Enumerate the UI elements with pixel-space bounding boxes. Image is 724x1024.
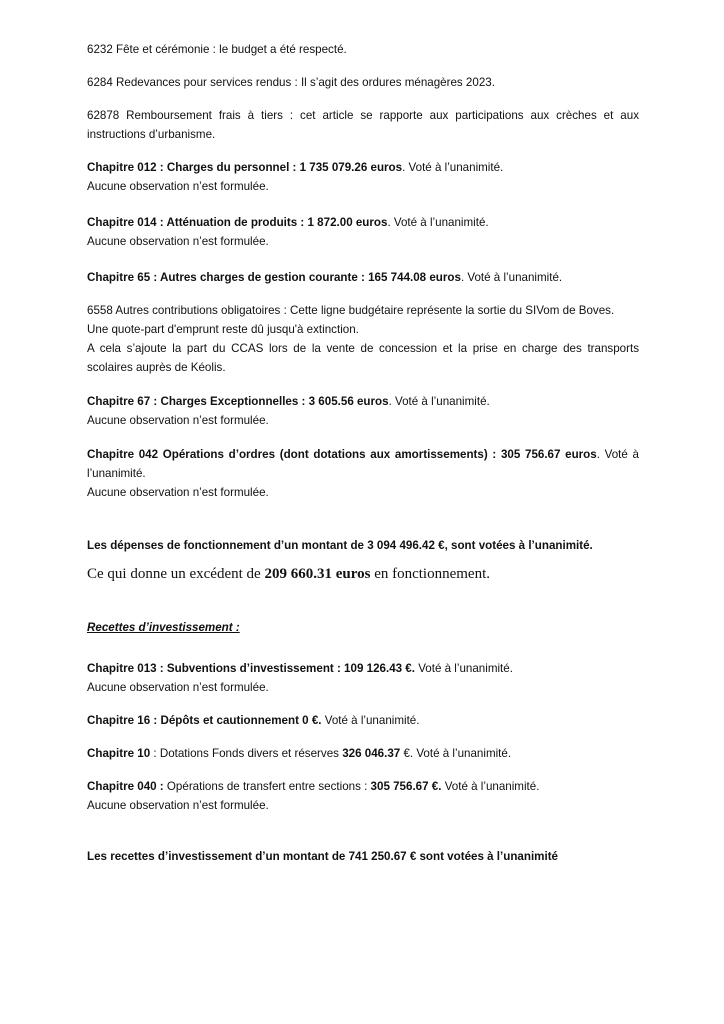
chapter-014-title: Chapitre 014 : Atténuation de produits : 1 872.00 euros [87,216,388,229]
excedent-amount: 209 660.31 euros [264,566,371,582]
chapter-013-title: Chapitre 013 : Subventions d’investissement : 109 126.43 €. [87,662,415,675]
chapter-040-amount: 305 756.67 €. [370,780,442,793]
chapter-10-vote: €. Voté à l’unanimité. [400,747,512,760]
chapter-10 [87,744,639,763]
chapter-040-label: Chapitre 040 : [87,780,164,793]
line-6558-part2: Une quote-part d'emprunt reste dû jusqu'à extinction. [87,323,359,336]
chapter-65-vote: . Voté à l’unanimité. [460,271,563,284]
line-6558 [87,301,639,377]
chapter-042-title: Chapitre 042 Opérations d’ordres (dont dotations aux amortissements) : 305 756.67 euros [87,448,597,461]
line-6232: 6232 Fête et cérémonie : le budget a été respecté. [87,43,347,56]
chapter-10-text: : Dotations Fonds divers et réserves [150,747,343,760]
chapter-042-vote: . Voté à l’unanimité. [87,448,639,480]
chapter-012-title: Chapitre 012 : Charges du personnel : 1 735 079.26 euros [87,161,403,174]
chapter-042-observation: Aucune observation n’est formulée. [87,486,269,499]
chapter-012-observation: Aucune observation n’est formulée. [87,180,269,193]
chapter-012 [87,158,639,196]
recettes-total: Les recettes d’investissement d’un montant de 741 250.67 € sont votées à l’unanimité [87,850,559,863]
chapter-16-title: Chapitre 16 : Dépôts et cautionnement 0 €. [87,714,322,727]
chapter-67 [87,392,639,430]
chapter-67-observation: Aucune observation n’est formulée. [87,414,269,427]
excedent-before: Ce qui donne un excédent de [87,566,265,582]
chapter-014 [87,213,639,251]
line-6558-part1: 6558 Autres contributions obligatoires : Cette ligne budgétaire représente la sortie du SIVom de Boves. [87,304,615,317]
chapter-012-vote: . Voté à l’unanimité. [402,161,504,174]
document-page [87,40,639,866]
chapter-040-vote: Voté à l’unanimité. [441,780,540,793]
excedent-after: en fonctionnement. [370,566,490,582]
chapter-042 [87,445,639,502]
chapter-16 [87,711,639,730]
chapter-67-title: Chapitre 67 : Charges Exceptionnelles : 3 605.56 euros [87,395,389,408]
chapter-040-text: Opérations de transfert entre sections : [163,780,371,793]
chapter-10-label: Chapitre 10 [87,747,151,760]
chapter-013 [87,659,639,697]
chapter-040 [87,777,639,815]
chapter-014-vote: . Voté à l’unanimité. [387,216,489,229]
chapter-040-observation: Aucune observation n’est formulée. [87,799,269,812]
line-6558-part3: A cela s’ajoute la part du CCAS lors de la vente de concession et la prise en charge des transports scolaires auprès de Kéolis. [87,342,639,374]
depenses-total: Les dépenses de fonctionnement d’un montant de 3 094 496.42 €, sont votées à l’unanimité. [87,539,593,552]
chapter-16-vote: Voté à l’unanimité. [321,714,420,727]
chapter-67-vote: . Voté à l’unanimité. [388,395,490,408]
recettes-section-title: Recettes d’investissement : [87,621,240,634]
chapter-013-vote: Voté à l’unanimité. [414,662,513,675]
chapter-014-observation: Aucune observation n’est formulée. [87,235,269,248]
chapter-65 [87,268,639,287]
chapter-10-amount: 326 046.37 [342,747,401,760]
chapter-65-title: Chapitre 65 : Autres charges de gestion courante : 165 744.08 euros [87,271,461,284]
chapter-013-observation: Aucune observation n’est formulée. [87,681,269,694]
line-6284: 6284 Redevances pour services rendus : Il s’agit des ordures ménagères 2023. [87,76,495,89]
line-62878: 62878 Remboursement frais à tiers : cet article se rapporte aux participations aux crèches et aux instructions d’urbanisme. [87,109,639,141]
excedent-line [87,564,639,584]
